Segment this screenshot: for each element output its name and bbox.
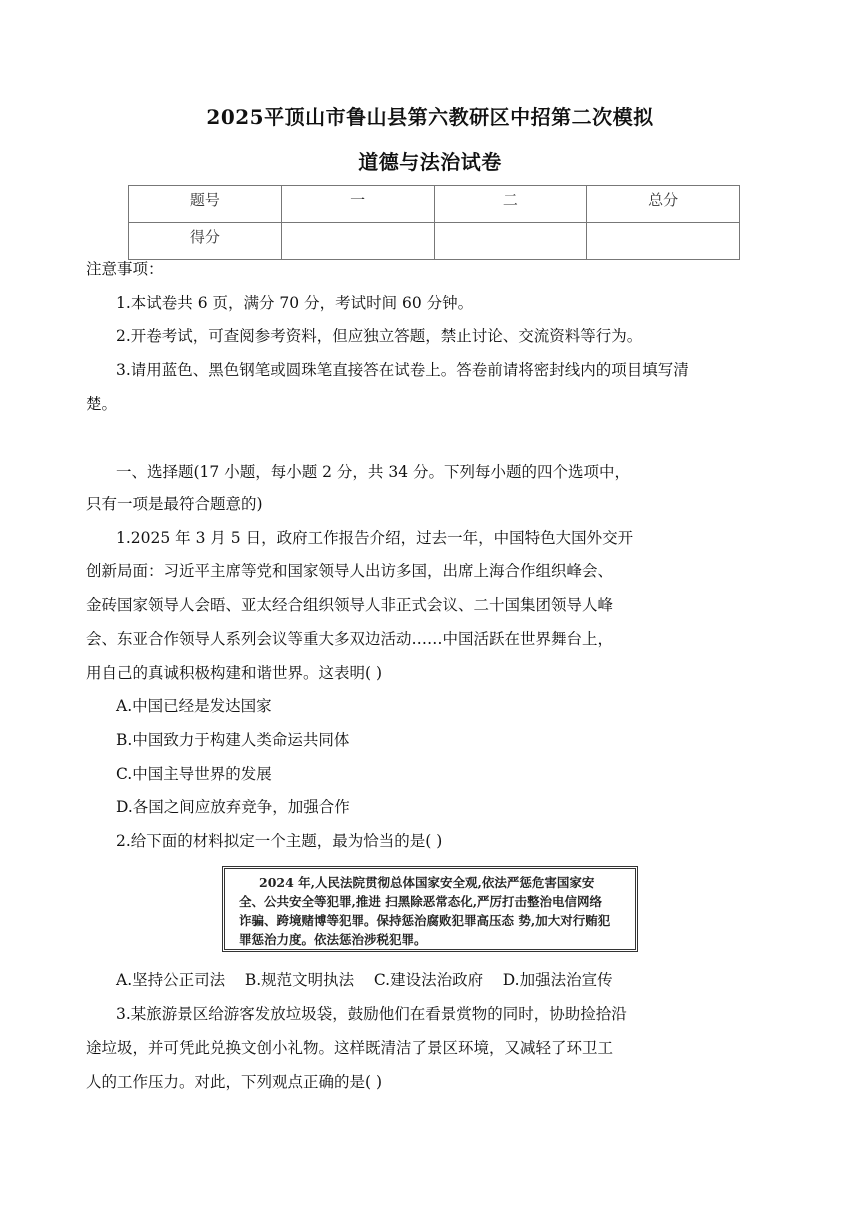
question-1-text: 1.2025 年 3 月 5 日，政府工作报告介绍，过去一年，中国特色大国外交开 xyxy=(116,529,634,547)
question-3-text: 人的工作压力。对此，下列观点正确的是( ) xyxy=(86,1073,383,1091)
score-input-cell[interactable] xyxy=(587,223,740,260)
score-input-cell[interactable] xyxy=(281,223,434,260)
question-1-text: 会、东亚合作领导人系列会议等重大多双边活动……中国活跃在世界舞台上， xyxy=(86,630,614,648)
question-1-text: 用自己的真诚积极构建和谐世界。这表明( ) xyxy=(86,664,383,682)
score-table xyxy=(128,185,740,260)
score-cell: 总分 xyxy=(587,186,740,223)
question-2-options: A.坚持公正司法 B.规范文明执法 C.建设法治政府 D.加强法治宣传 xyxy=(116,971,613,989)
notice-item: 1.本试卷共 6 页，满分 70 分，考试时间 60 分钟。 xyxy=(116,294,474,312)
question-3-text: 3.某旅游景区给游客发放垃圾袋，鼓励他们在看景赏物的同时，协助捡拾沿 xyxy=(116,1005,627,1023)
question-1-option-b: B.中国致力于构建人类命运共同体 xyxy=(116,731,350,749)
material-line: 2024 年,人民法院贯彻总体国家安全观,依法严惩危害国家安 xyxy=(259,875,595,890)
notice-item: 3.请用蓝色、黑色钢笔或圆珠笔直接答在试卷上。答卷前请将密封线内的项目填写清 xyxy=(116,361,689,379)
question-2-stem: 2.给下面的材料拟定一个主题，最为恰当的是( ) xyxy=(116,832,443,850)
material-line: 全、公共安全等犯罪,推进 扫黑除恶常态化,严厉打击整治电信网络 xyxy=(239,894,603,909)
score-table-score-row xyxy=(129,223,740,260)
exam-title: 2025平顶山市鲁山县第六教研区中招第二次模拟 xyxy=(206,105,654,129)
score-cell: 题号 xyxy=(129,186,282,223)
score-cell: 一 xyxy=(281,186,434,223)
question-1-option-c: C.中国主导世界的发展 xyxy=(116,765,272,783)
material-line: 诈骗、跨境赌博等犯罪。保持惩治腐败犯罪高压态 势,加大对行贿犯 xyxy=(239,913,611,928)
question-1-text: 创新局面：习近平主席等党和国家领导人出访多国，出席上海合作组织峰会、 xyxy=(86,562,614,580)
exam-subtitle: 道德与法治试卷 xyxy=(358,150,502,174)
section-heading: 一、选择题(17 小题，每小题 2 分，共 34 分。下列每小题的四个选项中， xyxy=(116,463,630,481)
material-line: 罪惩治力度。依法惩治涉税犯罪。 xyxy=(239,932,427,947)
question-1-option-d: D.各国之间应放弃竞争，加强合作 xyxy=(116,798,350,816)
score-table-header-row xyxy=(129,186,740,223)
question-2-material-box xyxy=(222,866,638,952)
score-input-cell[interactable] xyxy=(434,223,587,260)
question-3-text: 途垃圾，并可凭此兑换文创小礼物。这样既清洁了景区环境，又减轻了环卫工 xyxy=(86,1039,614,1057)
notice-item: 楚。 xyxy=(86,395,118,413)
score-cell: 二 xyxy=(434,186,587,223)
question-1-option-a: A.中国已经是发达国家 xyxy=(116,697,272,715)
section-heading: 只有一项是最符合题意的) xyxy=(86,495,263,513)
notice-heading: 注意事项： xyxy=(86,260,164,278)
question-1-text: 金砖国家领导人会晤、亚太经合组织领导人非正式会议、二十国集团领导人峰 xyxy=(86,596,614,614)
score-cell: 得分 xyxy=(129,223,282,260)
notice-item: 2.开卷考试，可查阅参考资料，但应独立答题，禁止讨论、交流资料等行为。 xyxy=(116,327,643,345)
